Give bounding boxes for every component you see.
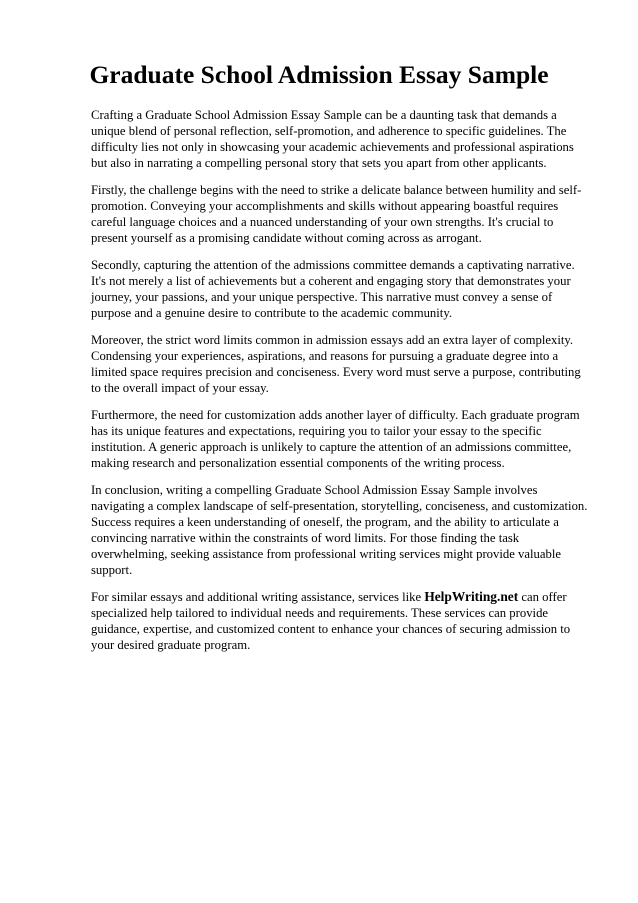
text-line: Crafting a Graduate School Admission Essay Sample can be a daunting task that demands a	[91, 108, 557, 122]
text-line: your desired graduate program.	[91, 638, 251, 652]
text-line: but also in narrating a compelling personal story that sets you apart from other applicants.	[91, 156, 547, 170]
text-line: Moreover, the strict word limits common in admission essays add an extra layer of complexity.	[91, 333, 574, 347]
text-line: to the overall impact of your essay.	[91, 381, 269, 395]
page-title: Graduate School Admission Essay Sample	[89, 60, 549, 89]
text-line: journey, your passions, and your unique perspective. This narrative must convey a sense of	[91, 290, 553, 304]
paragraph-conclusion	[91, 482, 611, 578]
text-line: limited space requires precision and conciseness. Every word must serve a purpose, contributing	[91, 365, 581, 379]
paragraph-closing	[91, 589, 611, 653]
helpwriting-link[interactable]: HelpWriting.net	[424, 589, 519, 604]
text-line: convincing narrative within the constraints of word limits. For those finding the task	[91, 531, 520, 545]
text-line: specialized help tailored to individual needs and requirements. These services can provide	[91, 606, 549, 620]
text-line: careful language choices and a nuanced understanding of your own strengths. It's crucial to	[91, 215, 554, 229]
text-line: Firstly, the challenge begins with the need to strike a delicate balance between humility and self-	[91, 183, 582, 197]
text-line: It's not merely a list of achievements but a coherent and engaging story that demonstrates your	[91, 274, 571, 288]
text-line: making research and personalization essential components of the writing process.	[91, 456, 505, 470]
text-line: present yourself as a promising candidate without coming across as arrogant.	[91, 231, 482, 245]
text-line: guidance, expertise, and customized content to enhance your chances of securing admission to	[91, 622, 571, 636]
text-line: Success requires a keen understanding of oneself, the program, and the ability to articulate a	[91, 515, 559, 529]
text-line: institution. A generic approach is unlikely to capture the attention of an admissions committee,	[91, 440, 572, 454]
text-line: overwhelming, seeking assistance from professional writing services might provide valuable	[91, 547, 562, 561]
text-line: support.	[91, 563, 133, 577]
paragraph-furthermore	[91, 407, 611, 471]
text-line: Condensing your experiences, aspirations, and reasons for pursuing a graduate degree into a	[91, 349, 559, 363]
essay-body	[91, 107, 611, 664]
text-line	[91, 589, 611, 605]
paragraph-firstly	[91, 182, 611, 246]
text-line: has its unique features and expectations, requiring you to tailor your essay to the specific	[91, 424, 542, 438]
text-line: unique blend of personal reflection, self-promotion, and adherence to specific guidelines. The	[91, 124, 567, 138]
text-line: Furthermore, the need for customization adds another layer of difficulty. Each graduate program	[91, 408, 580, 422]
text-line: difficulty lies not only in showcasing your academic achievements and professional aspirations	[91, 140, 574, 154]
paragraph-secondly	[91, 257, 611, 321]
closing-text-after: can offer	[518, 590, 567, 604]
paragraph-moreover	[91, 332, 611, 396]
paragraph-intro	[91, 107, 611, 171]
text-line: promotion. Conveying your accomplishments and skills without appearing boastful requires	[91, 199, 559, 213]
text-line: purpose and a genuine desire to contribute to the academic community.	[91, 306, 453, 320]
text-line: Secondly, capturing the attention of the admissions committee demands a captivating narrative.	[91, 258, 575, 272]
closing-text-before: For similar essays and additional writing assistance, services like	[91, 590, 425, 604]
text-line: navigating a complex landscape of self-presentation, storytelling, conciseness, and customization.	[91, 499, 588, 513]
text-line: In conclusion, writing a compelling Graduate School Admission Essay Sample involves	[91, 483, 538, 497]
